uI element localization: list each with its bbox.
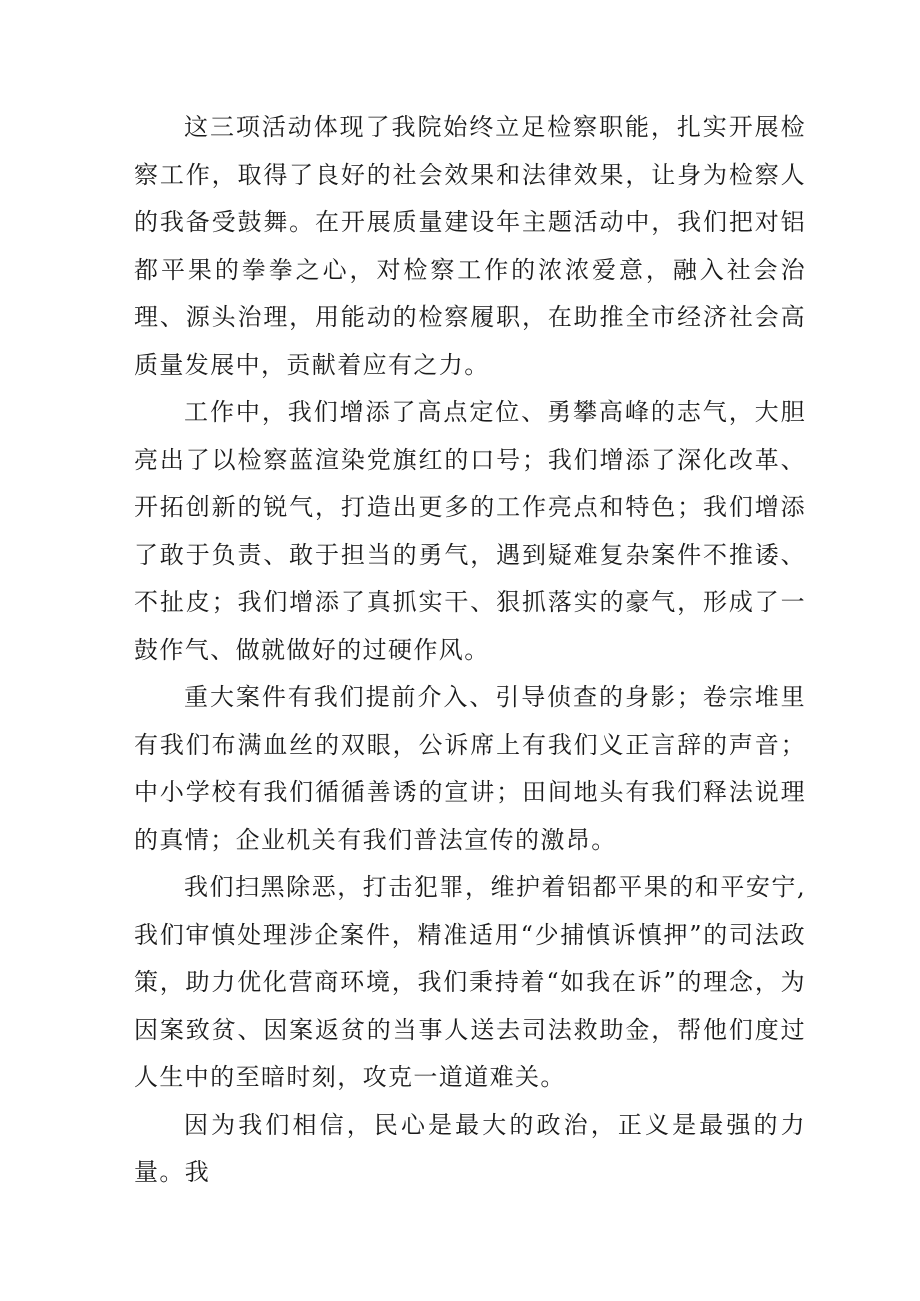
paragraph-3: 重大案件有我们提前介入、引导侦查的身影；卷宗堆里有我们布满血丝的双眼，公诉席上有我们义正言辞的声音；中小学校有我们循循善诱的宣讲；田间地头有我们释法说理的真情；企业机关有我们普法宣传的激昂。 [134, 683, 806, 854]
paragraph-5: 因为我们相信，民心是最大的政治，正义是最强的力量。我 [134, 1110, 806, 1186]
paragraph-2: 工作中，我们增添了高点定位、勇攀高峰的志气，大胆亮出了以检察蓝渲染党旗红的口号；我们增添了深化改革、开拓创新的锐气，打造出更多的工作亮点和特色；我们增添了敢于负责、敢于担当的勇气，遇到疑难复杂案件不推诿、不扯皮；我们增添了真抓实干、狠抓落实的豪气，形成了一鼓作气、做就做好的过硬作风。 [134, 398, 806, 664]
paragraph-1: 这三项活动体现了我院始终立足检察职能，扎实开展检察工作，取得了良好的社会效果和法律效果，让身为检察人的我备受鼓舞。在开展质量建设年主题活动中，我们把对铝都平果的拳拳之心，对检察工作的浓浓爱意，融入社会治理、源头治理，用能动的检察履职，在助推全市经济社会高质量发展中，贡献着应有之力。 [134, 113, 806, 379]
paragraph-4: 我们扫黑除恶，打击犯罪，维护着铝都平果的和平安宁,我们审慎处理涉企案件，精准适用“少捕慎诉慎押”的司法政策，助力优化营商环境，我们秉持着“如我在诉”的理念，为因案致贫、因案返贫的当事人送去司法救助金，帮他们度过人生中的至暗时刻，攻克一道道难关。 [134, 873, 806, 1091]
document-body [134, 104, 806, 1197]
